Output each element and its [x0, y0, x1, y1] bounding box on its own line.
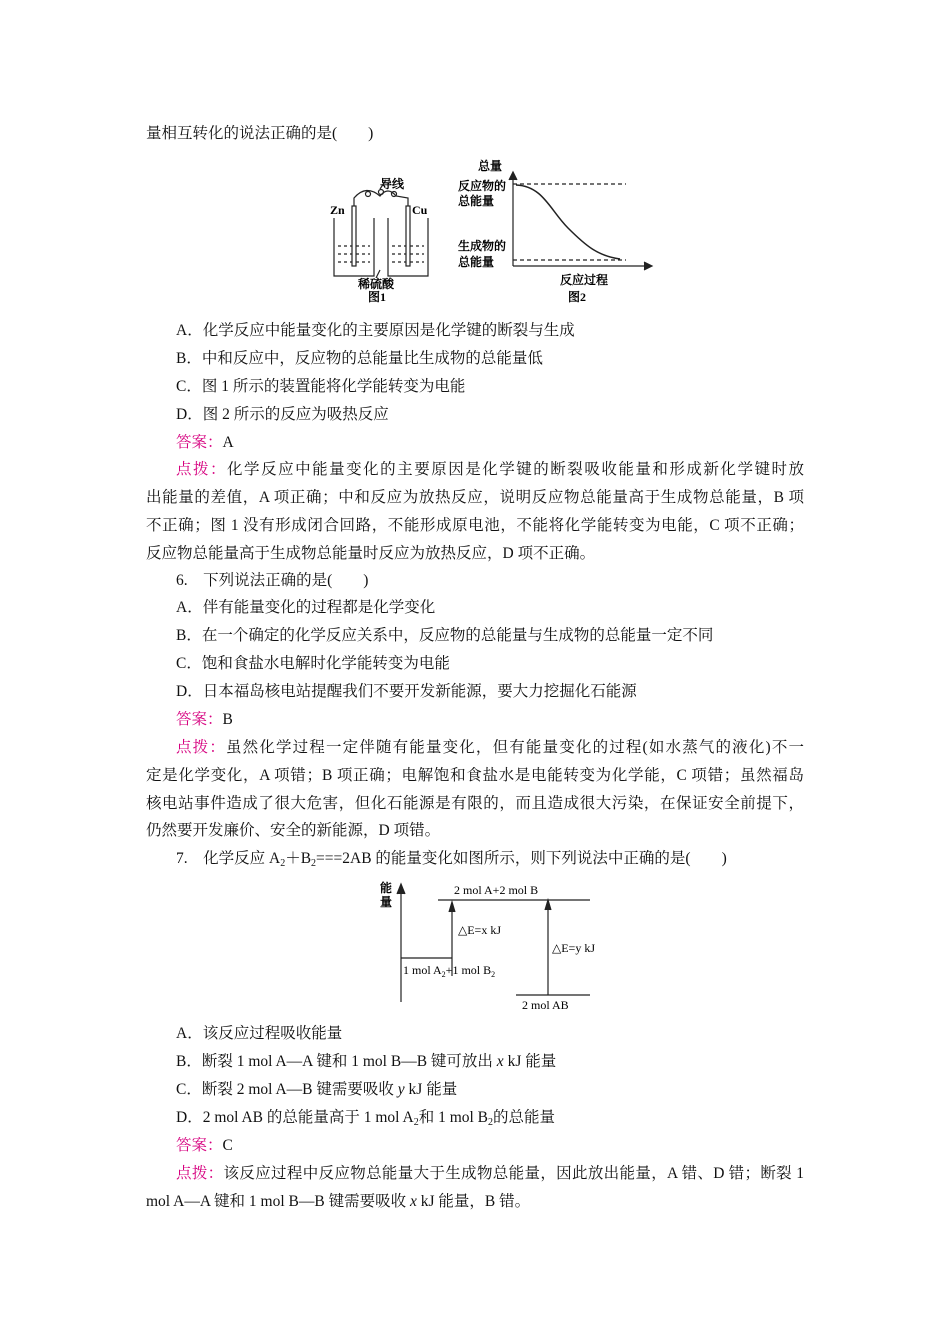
option-text: kJ 能量: [503, 1053, 557, 1070]
option-text: kJ 能量: [404, 1081, 458, 1098]
answer-label: 答案：: [176, 711, 223, 728]
answer-label: 答案：: [176, 1137, 223, 1154]
variable-x: x: [496, 1053, 504, 1070]
subscript: 2: [280, 858, 286, 869]
q6-option-b: B．在一个确定的化学反应关系中，反应物的总能量与生成物的总能量一定不同: [176, 627, 714, 644]
stem-part: ===2AB 的能量变化如图所示，则下列说法中正确的是( ): [316, 850, 727, 867]
q5-hint-line-4: 反应物总能量高于生成物总能量时反应为放热反应，D 项不正确。: [146, 545, 596, 562]
q7-option-b: [176, 1052, 556, 1072]
cu-electrode-label: Cu: [412, 203, 428, 217]
hint-text: kJ 能量，B 错。: [416, 1193, 531, 1210]
hint-label: 点拨：: [176, 461, 228, 478]
fig2-reactant-label-2: 总能量: [458, 194, 495, 208]
q6-answer: [176, 710, 233, 730]
figure-2-caption: 图2: [568, 290, 587, 304]
q5-hint-line-1: [176, 460, 804, 480]
fig3-mid-level: 1 mol $A_2+1$ mol $B_2$: [403, 963, 496, 979]
figure-1-caption: 图1: [368, 290, 387, 304]
q5-option-d: D．图 2 所示的反应为吸热反应: [176, 406, 389, 423]
q7-hint-line-2: [146, 1192, 530, 1212]
q5-option-c: C．图 1 所示的装置能将化学能转变为电能: [176, 378, 466, 395]
option-text: 和 1 mol B: [418, 1109, 489, 1126]
figure-1-galvanic-setup: [334, 180, 428, 278]
hint-text: 化学反应中能量变化的主要原因是化学键的断裂吸收能量和形成新化学键时放: [227, 461, 804, 478]
q5-answer: [176, 433, 234, 453]
q6-hint-line-3: 核电站事件造成了很大危害，但化石能源是有限的，而且造成很大污染，在保证安全前提下，: [146, 795, 804, 812]
stem-part: 7. 化学反应 A: [176, 850, 281, 867]
subscript: 2: [413, 1117, 419, 1128]
variable-y: y: [397, 1081, 405, 1098]
fig3-bottom-level: 2 mol AB: [522, 998, 569, 1012]
q7-option-d: [176, 1108, 555, 1128]
figure-2-energy-curve: [509, 172, 652, 270]
hint-text: mol A—A 键和 1 mol B—B 键需要吸收: [146, 1193, 410, 1210]
q7-option-c: [176, 1080, 457, 1100]
wire-label: 导线: [380, 177, 405, 191]
option-text: D．2 mol AB 的总能量高于 1 mol A: [176, 1109, 414, 1126]
q6-hint-line-4: 仍然要开发廉价、安全的新能源，D 项错。: [146, 822, 441, 839]
subscript: 2: [311, 858, 317, 869]
q6-option-c: C．饱和食盐水电解时化学能转变为电能: [176, 655, 450, 672]
acid-label: 稀硫酸: [358, 277, 395, 291]
subscript: 2: [488, 1117, 494, 1128]
hint-text: 该反应过程中反应物总能量大于生成物总能量，因此放出能量，A 错、D 错；断裂 1: [223, 1165, 804, 1182]
question-stem-fragment: 量相互转化的说法正确的是( ): [146, 125, 374, 142]
q5-option-a: A．化学反应中能量变化的主要原因是化学键的断裂与生成: [176, 322, 575, 339]
answer-value: A: [222, 434, 234, 451]
hint-label: 点拨：: [176, 739, 226, 756]
fig3-ylabel-2: 量: [380, 895, 393, 909]
option-text: 的总能量: [493, 1109, 556, 1126]
fig3-delta-x: △E=x kJ: [458, 923, 501, 937]
hint-text: 虽然化学过程一定伴随有能量变化，但有能量变化的过程(如水蒸气的液化)不一: [226, 739, 804, 756]
q7-answer: [176, 1136, 233, 1156]
figure-1-2: [328, 158, 658, 308]
q6-stem: 6. 下列说法正确的是( ): [176, 572, 369, 589]
fig3-ylabel-1: 能: [380, 881, 393, 895]
stem-part: ＋B: [285, 850, 312, 867]
answer-value: B: [222, 711, 233, 728]
variable-x: x: [409, 1193, 417, 1210]
q5-hint-line-2: 出能量的差值，A 项正确；中和反应为放热反应，说明反应物总能量高于生成物总能量，B 项: [146, 489, 804, 506]
zn-electrode-label: Zn: [330, 203, 345, 217]
fig2-ylabel: 总量: [478, 159, 503, 173]
hint-label: 点拨：: [176, 1165, 224, 1182]
q6-hint-line-2: 定是化学变化，A 项错；B 项正确；电解饱和食盐水是电能转变为化学能，C 项错；虽然福岛: [146, 767, 804, 784]
fig2-xlabel: 反应过程: [560, 273, 609, 287]
fig3-delta-y: △E=y kJ: [552, 941, 595, 955]
fig3-top-level: 2 mol A+2 mol B: [454, 883, 539, 897]
q7-hint-line-1: [176, 1164, 804, 1184]
fig2-product-label-2: 总能量: [458, 255, 495, 269]
fig2-product-label-1: 生成物的: [458, 239, 507, 253]
q7-stem: [176, 849, 727, 869]
q6-option-d: D．日本福岛核电站提醒我们不要开发新能源，要大力挖掘化石能源: [176, 683, 637, 700]
q6-hint-line-1: [176, 738, 804, 758]
answer-label: 答案：: [176, 434, 223, 451]
q5-option-b: B．中和反应中，反应物的总能量比生成物的总能量低: [176, 350, 543, 367]
q5-hint-line-3: 不正确；图 1 没有形成闭合回路，不能形成原电池，不能将化学能转变为电能，C 项不正确；: [146, 517, 804, 534]
q6-option-a: A．伴有能量变化的过程都是化学变化: [176, 599, 436, 616]
option-text: B．断裂 1 mol A—A 键和 1 mol B—B 键可放出: [176, 1053, 497, 1070]
fig2-reactant-label-1: 反应物的: [458, 179, 507, 193]
figure-3-energy-levels: [372, 872, 602, 1017]
answer-value: C: [222, 1137, 233, 1154]
option-text: C．断裂 2 mol A—B 键需要吸收: [176, 1081, 398, 1098]
q7-option-a: A．该反应过程吸收能量: [176, 1025, 343, 1042]
